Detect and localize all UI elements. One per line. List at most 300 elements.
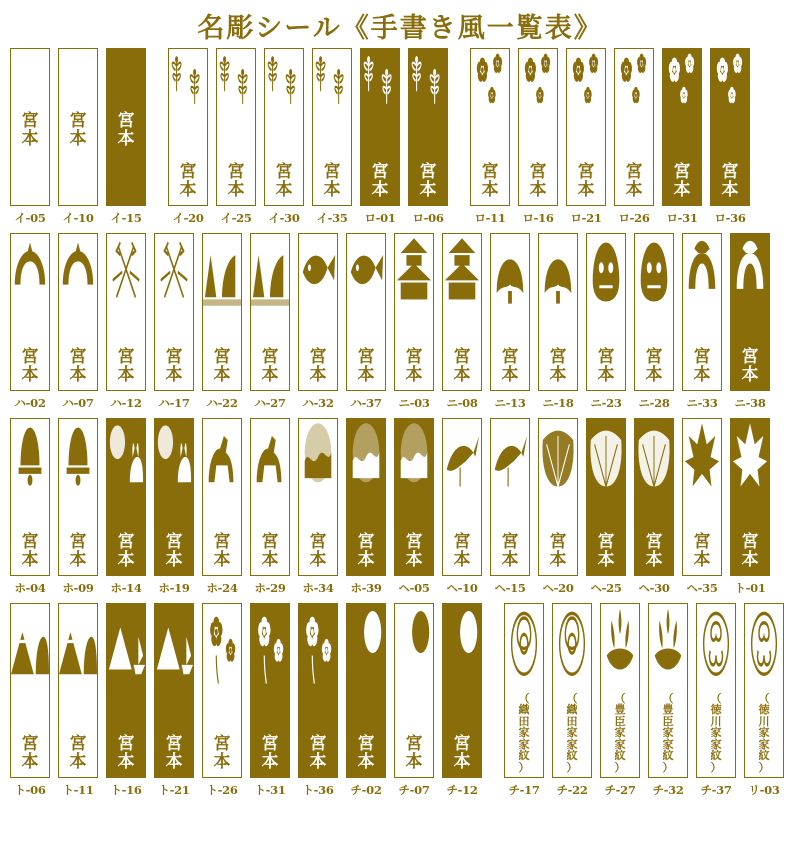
fuji-pine-icon [59,604,97,684]
chrysanth-icon [203,604,241,684]
engraved-name-char: 宮 [405,532,423,552]
sticker-code: イ-30 [268,211,300,225]
engraved-name [313,163,351,199]
engraved-name [443,533,481,569]
engraved-name-char: 本 [549,365,567,385]
sticker-item[interactable] [294,418,342,603]
sticker-tile[interactable] [106,233,146,391]
arrows-icon [107,234,145,306]
mon-aoi-icon [697,604,735,684]
sticker-tile[interactable] [394,233,434,391]
moon-icon [347,604,385,684]
sticker-tile[interactable] [360,48,400,206]
sticker-item[interactable] [438,418,486,603]
wave-circle-icon [347,419,385,491]
kamon-label: （ 豊 臣 家 家 紋 ） [662,691,674,774]
engraved-name-char: 宮 [597,532,615,552]
sticker-code: チ-27 [604,783,636,797]
sticker-tile[interactable] [58,48,98,206]
sticker-item[interactable] [692,603,740,805]
sticker-code: ニ-18 [542,396,574,410]
engraved-name [443,735,481,771]
engraved-name-char: 宮 [309,347,327,367]
sticker-tile[interactable] [696,603,736,778]
sticker-tile[interactable] [298,233,338,391]
engraved-name-char: 本 [741,550,759,570]
sticker-item[interactable] [678,418,726,603]
sticker-item[interactable] [6,603,54,805]
sticker-tile[interactable] [264,48,304,206]
engraved-name [203,533,241,569]
engraved-name-char: 宮 [165,532,183,552]
sticker-item[interactable] [678,233,726,418]
sakura-icon [663,49,701,121]
sticker-group [164,48,452,233]
sticker-code: ホ-34 [302,581,334,595]
sticker-tile[interactable] [346,418,386,576]
sticker-tile[interactable] [58,233,98,391]
sticker-code: ハ-22 [206,396,238,410]
engraved-name-char: 本 [453,752,471,772]
sticker-tile[interactable] [682,233,722,391]
sticker-code: ハ-37 [350,396,382,410]
sticker-tile[interactable] [154,603,194,778]
engraved-name [299,735,337,771]
sticker-item[interactable] [356,48,404,233]
carp-icon [299,234,337,306]
castle-icon [443,234,481,306]
engraved-name-char: 宮 [213,734,231,754]
engraved-name-char: 本 [419,180,437,200]
mon-kiri-icon [601,604,639,684]
sticker-tile[interactable] [168,48,208,206]
engraved-name [169,163,207,199]
sticker-item[interactable] [54,603,102,805]
dragonfly-icon [409,49,447,121]
sticker-item[interactable] [342,418,390,603]
sticker-code: チ-07 [398,783,430,797]
sticker-item[interactable] [294,233,342,418]
engraved-name [587,533,625,569]
engraved-name-char: 本 [453,365,471,385]
engraved-name [635,533,673,569]
engraved-name-char: 本 [165,550,183,570]
engraved-name-char: 宮 [261,734,279,754]
sticker-tile[interactable] [538,418,578,576]
sticker-tile[interactable] [442,418,482,576]
engraved-name [491,348,529,384]
sticker-item[interactable] [260,48,308,233]
sticker-code: ヘ-15 [494,581,526,595]
sticker-item[interactable] [390,418,438,603]
engraved-name-char: 本 [309,365,327,385]
wave-circle-icon [299,419,337,491]
sticker-item[interactable] [486,233,534,418]
sticker-item[interactable] [500,603,548,805]
sticker-item[interactable] [198,418,246,603]
mon-kiri-icon [649,604,687,684]
fuji-boat-icon [107,604,145,684]
moon-icon [395,604,433,684]
sakura-icon [711,49,749,121]
sticker-item[interactable] [706,48,754,233]
engraved-name-char: 宮 [597,347,615,367]
sticker-tile[interactable] [648,603,688,778]
sticker-item[interactable] [630,233,678,418]
engraved-name [11,735,49,771]
sticker-code: ロ-11 [474,211,506,225]
pine-sail-icon [203,234,241,306]
sticker-group [6,418,774,603]
engraved-name-char: 本 [21,550,39,570]
fan-icon [539,419,577,491]
sticker-item[interactable] [644,603,692,805]
sticker-tile[interactable] [202,233,242,391]
sticker-item[interactable] [658,48,706,233]
sticker-tile[interactable] [408,48,448,206]
sticker-tile[interactable] [614,48,654,206]
engraved-name [251,348,289,384]
engraved-name-char: 宮 [117,110,135,131]
sticker-tile[interactable] [504,603,544,778]
sticker-tile[interactable] [346,603,386,778]
engraved-name-char: 宮 [69,734,87,754]
sticker-code: ヘ-35 [686,581,718,595]
sticker-item[interactable] [54,48,102,233]
engraved-name-char: 宮 [645,347,663,367]
sticker-item[interactable] [534,418,582,603]
sticker-group [6,233,774,418]
sticker-tile[interactable] [442,603,482,778]
sticker-code: ト-06 [14,783,46,797]
sticker-item[interactable] [102,418,150,603]
engraved-name [203,735,241,771]
engraved-name-char: 宮 [21,734,39,754]
sticker-tile[interactable] [518,48,558,206]
sticker-item[interactable] [582,418,630,603]
wave-circle-icon [395,419,433,491]
engraved-name-char: 本 [261,365,279,385]
sticker-code: ホ-29 [254,581,286,595]
horse-icon [251,419,289,491]
engraved-name-char: 本 [453,550,471,570]
sticker-tile[interactable] [250,233,290,391]
sticker-item[interactable] [486,418,534,603]
sticker-tile[interactable] [442,233,482,391]
engraved-name-char: 宮 [419,162,437,182]
sticker-item[interactable] [246,233,294,418]
engraved-name [587,348,625,384]
sticker-code: ハ-27 [254,396,286,410]
engraved-name-char: 本 [645,365,663,385]
engraved-name [635,348,673,384]
sticker-tile[interactable] [250,603,290,778]
sticker-code: ハ-07 [62,396,94,410]
sticker-tile[interactable] [490,418,530,576]
sticker-item[interactable] [164,48,212,233]
sticker-tile[interactable] [552,603,592,778]
engraved-name [395,533,433,569]
sticker-tile[interactable] [154,418,194,576]
sticker-group [500,603,788,805]
engraved-name-char: 本 [357,365,375,385]
sticker-item[interactable] [102,233,150,418]
sticker-item[interactable] [548,603,596,805]
engraved-name [443,348,481,384]
engraved-name-char: 宮 [673,162,691,182]
sticker-tile[interactable] [106,48,146,206]
sticker-code: ニ-13 [494,396,526,410]
engraved-name [11,533,49,569]
engraved-name-char: 宮 [371,162,389,182]
page-title: 名彫シール《手書き風一覧表》 [197,13,603,44]
sticker-tile[interactable] [662,48,702,206]
sticker-item[interactable] [726,233,774,418]
sticker-item[interactable] [150,603,198,805]
sticker-code: ロ-26 [618,211,650,225]
sticker-code: イ-05 [14,211,46,225]
fuji-pine-icon [11,604,49,684]
sticker-tile[interactable] [586,418,626,576]
sticker-item[interactable] [198,603,246,805]
engraved-name-char: 本 [261,550,279,570]
sticker-tile[interactable] [202,418,242,576]
sticker-code: ハ-32 [302,396,334,410]
sticker-tile[interactable] [216,48,256,206]
mon-mokko-icon [553,604,591,684]
engraved-name [347,533,385,569]
sticker-row [6,418,794,603]
sticker-tile[interactable] [10,48,50,206]
sticker-tile[interactable] [58,603,98,778]
sticker-item[interactable] [562,48,610,233]
sticker-code: ニ-23 [590,396,622,410]
engraved-name-char: 本 [481,180,499,200]
sticker-tile[interactable] [202,603,242,778]
sticker-item[interactable] [342,233,390,418]
sticker-code: ホ-24 [206,581,238,595]
sticker-item[interactable] [740,603,788,805]
sticker-group [466,48,754,233]
sticker-item[interactable] [54,418,102,603]
sticker-tile[interactable] [298,603,338,778]
sticker-code: ト-11 [62,783,94,797]
sticker-item[interactable] [726,418,774,603]
engraved-name-char: 宮 [179,162,197,182]
sticker-item[interactable] [6,48,54,233]
sticker-item[interactable] [246,418,294,603]
sticker-tile[interactable] [730,418,770,576]
pine-sail-icon [251,234,289,306]
sticker-tile[interactable] [10,418,50,576]
engraved-name-char: 宮 [213,532,231,552]
sticker-item[interactable] [198,233,246,418]
sticker-tile[interactable] [744,603,784,778]
engraved-name [299,533,337,569]
sticker-item[interactable] [294,603,342,805]
engraved-name-char: 宮 [625,162,643,182]
dragonfly-icon [169,49,207,121]
engraved-name [155,533,193,569]
sticker-item[interactable] [390,233,438,418]
engraved-name-char: 宮 [453,347,471,367]
sticker-code: ヘ-05 [398,581,430,595]
sticker-item[interactable] [438,233,486,418]
engraved-name-char: 本 [357,752,375,772]
engraved-name [251,533,289,569]
sticker-tile[interactable] [106,418,146,576]
sticker-item[interactable] [582,233,630,418]
engraved-name-char: 本 [693,550,711,570]
kamon-label: （ 豊 臣 家 家 紋 ） [614,691,626,774]
engraved-name-char: 宮 [117,347,135,367]
sticker-item[interactable] [404,48,452,233]
sticker-item[interactable] [246,603,294,805]
engraved-name-char: 宮 [721,162,739,182]
arrows-icon [155,234,193,306]
sticker-item[interactable] [438,603,486,805]
engraved-name-char: 本 [165,365,183,385]
engraved-name-char: 宮 [309,532,327,552]
sticker-tile[interactable] [490,233,530,391]
kamon-label: （ 織 田 家 家 紋 ） [566,691,578,774]
sticker-tile[interactable] [634,418,674,576]
engraved-name-char: 本 [21,365,39,385]
sticker-code: ヘ-10 [446,581,478,595]
sticker-item[interactable] [54,233,102,418]
sticker-tile[interactable] [538,233,578,391]
crane-icon [491,419,529,491]
sticker-tile[interactable] [298,418,338,576]
sticker-item[interactable] [6,233,54,418]
sticker-tile[interactable] [394,418,434,576]
sticker-tile[interactable] [312,48,352,206]
engraved-name-char: 宮 [165,347,183,367]
engraved-name-char: 宮 [227,162,245,182]
sticker-item[interactable] [150,233,198,418]
daruma-icon [587,234,625,306]
maple-icon [683,419,721,491]
sakura-icon [471,49,509,121]
sticker-item[interactable] [390,603,438,805]
engraved-name-char: 本 [577,180,595,200]
sticker-item[interactable] [630,418,678,603]
engraved-name-char: 宮 [213,347,231,367]
sticker-code: ハ-17 [158,396,190,410]
bell-icon [11,419,49,491]
sticker-item[interactable] [212,48,260,233]
engraved-name [107,533,145,569]
engraved-name-char: 宮 [261,347,279,367]
engraved-name-char: 宮 [549,347,567,367]
sticker-code: ニ-03 [398,396,430,410]
engraved-name-char: 本 [501,550,519,570]
sticker-tile[interactable] [250,418,290,576]
engraved-name [539,348,577,384]
sticker-code: チ-22 [556,783,588,797]
sticker-tile[interactable] [10,603,50,778]
engraved-name-char: 本 [625,180,643,200]
sakura-icon [519,49,557,121]
sticker-item[interactable] [610,48,658,233]
engraved-name [251,735,289,771]
crane-icon [443,419,481,491]
sticker-tile[interactable] [394,603,434,778]
fuji-boat-icon [155,604,193,684]
moon-icon [443,604,481,684]
engraved-name-char: 本 [357,550,375,570]
sticker-item[interactable] [596,603,644,805]
engraved-name-char: 宮 [117,532,135,552]
sticker-item[interactable] [514,48,562,233]
engraved-name [11,112,49,148]
sticker-item[interactable] [466,48,514,233]
engraved-name-char: 宮 [501,347,519,367]
dragonfly-icon [361,49,399,121]
engraved-name-char: 宮 [529,162,547,182]
sticker-code: ホ-19 [158,581,190,595]
sticker-tile[interactable] [58,418,98,576]
engraved-name-char: 本 [179,180,197,200]
pine-icon [539,234,577,306]
kabuto-icon [59,234,97,306]
sticker-tile[interactable] [682,418,722,576]
sticker-item[interactable] [308,48,356,233]
engraved-name-char: 本 [275,180,293,200]
engraved-name [731,348,769,384]
sticker-tile[interactable] [710,48,750,206]
sticker-code: ヘ-20 [542,581,574,595]
engraved-name [663,163,701,199]
sticker-item[interactable] [150,418,198,603]
sticker-tile[interactable] [634,233,674,391]
engraved-name-char: 本 [21,128,39,149]
sticker-tile[interactable] [470,48,510,206]
engraved-name-char: 宮 [261,532,279,552]
engraved-name-char: 本 [309,550,327,570]
sticker-item[interactable] [102,48,150,233]
sticker-tile[interactable] [106,603,146,778]
sticker-tile[interactable] [346,233,386,391]
sticker-tile[interactable] [10,233,50,391]
sticker-code: ハ-12 [110,396,142,410]
engraved-name-char: 宮 [309,734,327,754]
sticker-tile[interactable] [154,233,194,391]
sticker-tile[interactable] [566,48,606,206]
sticker-item[interactable] [6,418,54,603]
sticker-tile[interactable] [730,233,770,391]
engraved-name [107,735,145,771]
engraved-name-char: 本 [213,365,231,385]
sticker-tile[interactable] [586,233,626,391]
engraved-name [361,163,399,199]
sticker-item[interactable] [102,603,150,805]
sticker-tile[interactable] [600,603,640,778]
mon-aoi-icon [745,604,783,684]
sticker-code: ト-26 [206,783,238,797]
sticker-code: イ-15 [110,211,142,225]
fan-icon [635,419,673,491]
sticker-item[interactable] [534,233,582,418]
engraved-name-char: 本 [549,550,567,570]
engraved-name-char: 宮 [69,110,87,131]
sticker-item[interactable] [342,603,390,805]
engraved-name-char: 宮 [21,110,39,131]
engraved-name [59,533,97,569]
sticker-group [6,48,150,233]
engraved-name-char: 宮 [741,347,759,367]
engraved-name [59,348,97,384]
